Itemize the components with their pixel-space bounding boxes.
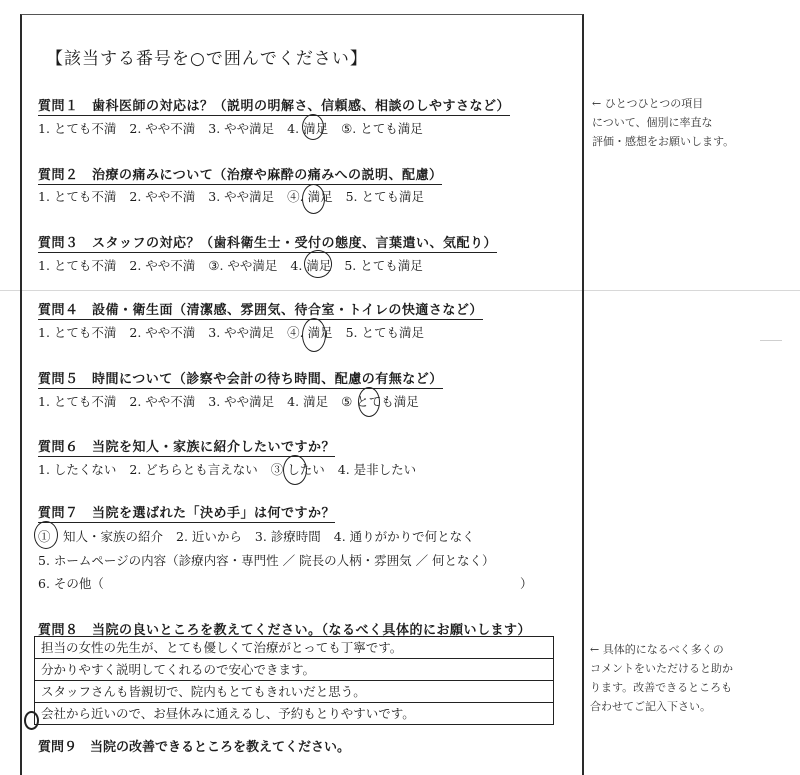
answer-circle-mark — [283, 455, 307, 485]
option[interactable]: 5. とても満足 — [344, 258, 423, 273]
option[interactable]: 1. したくない — [38, 462, 117, 477]
question-7-option-6[interactable]: 6. その他（ — [38, 576, 104, 591]
option[interactable]: 4. 通りがかりで何となく — [333, 529, 475, 544]
option[interactable]: 1. とても不満 — [38, 189, 117, 204]
question-3: 質問３ スタッフの対応？（歯科衛生士・受付の態度、言葉遣い、気配り） — [38, 232, 497, 253]
option[interactable]: 2. やや不満 — [129, 394, 196, 409]
option[interactable]: 3. やや満足 — [208, 189, 275, 204]
side-note-evaluation — [592, 94, 734, 151]
answer-circle-mark — [302, 184, 325, 214]
option[interactable]: 2. 近いから — [176, 529, 242, 544]
option[interactable]: 1. とても不満 — [38, 325, 117, 340]
option[interactable]: ① 知人・家族の紹介 — [38, 529, 164, 544]
option[interactable]: ⑤. とても満足 — [341, 121, 423, 136]
option[interactable]: 3. やや満足 — [208, 325, 275, 340]
option[interactable]: ④. 満足 — [287, 189, 333, 204]
question-8: 質問８ 当院の良いところを教えてください。（なるべく具体的にお願いします） — [38, 623, 532, 638]
question-1-options — [38, 119, 432, 137]
side-note-line: 評価・感想をお願いします。 — [592, 135, 735, 148]
comment-line[interactable]: 会社から近いので、お昼休みに通えるし、予約もとりやすいです。 — [41, 706, 415, 721]
instruction-title: 【該当する番号を○で囲んでください】 — [46, 49, 368, 69]
question-2-options — [38, 187, 433, 205]
side-note-line: 合わせてご記入下さい。 — [590, 700, 711, 713]
option[interactable]: 4. 是非したい — [337, 462, 417, 477]
question-7-option-6-close: ） — [520, 576, 533, 591]
side-note-line: コメントをいただけると助か — [590, 662, 733, 675]
option[interactable]: ⑤ とても満足 — [341, 394, 419, 409]
option[interactable]: 3. やや満足 — [208, 394, 275, 409]
paper-fold-mark — [760, 340, 782, 341]
side-note-line: ← ひとつひとつの項目 — [592, 97, 704, 110]
question-9: 質問９ 当院の改善できるところを教えてください。 — [38, 740, 351, 755]
margin-mark — [24, 711, 39, 730]
question-1: 質問１ 歯科医師の対応は？（説明の明解さ、信頼感、相談のしやすさなど） — [38, 95, 510, 116]
option[interactable]: 5. とても満足 — [345, 325, 425, 340]
comment-line[interactable]: 分かりやすく説明してくれるので安心できます。 — [35, 659, 553, 681]
option[interactable]: ③ したい — [270, 462, 325, 477]
option[interactable]: ③. やや満足 — [208, 258, 278, 273]
option[interactable]: 4. 満足 — [287, 394, 329, 409]
option[interactable]: 2. どちらとも言えない — [129, 462, 258, 477]
side-note-line: ← 具体的になるべく多くの — [590, 643, 724, 656]
question-5: 質問５ 時間について（診察や会計の待ち時間、配慮の有無など） — [38, 368, 443, 389]
side-note-comments — [590, 640, 733, 716]
option[interactable]: 1. とても不満 — [38, 121, 117, 136]
question-3-options — [38, 256, 432, 274]
question-7-option-5[interactable]: 5. ホームページの内容（診療内容・専門性 ／ 院長の人柄・雰囲気 ／ 何となく） — [38, 553, 495, 568]
comment-line[interactable]: スタッフさんも皆親切で、院内もとてもきれいだと思う。 — [35, 681, 553, 703]
option[interactable]: 2. やや不満 — [129, 121, 196, 136]
option[interactable]: 1. とても不満 — [38, 258, 117, 273]
answer-circle-mark — [302, 114, 324, 140]
answer-circle-mark — [34, 521, 58, 549]
option[interactable]: 1. とても不満 — [38, 394, 117, 409]
option[interactable]: 5. とても満足 — [345, 189, 425, 204]
answer-circle-mark — [358, 387, 380, 417]
option[interactable]: 4. 満足 — [287, 121, 329, 136]
comment-box — [34, 636, 554, 725]
option[interactable]: 2. やや不満 — [129, 189, 196, 204]
answer-circle-mark — [302, 318, 326, 352]
question-4-options — [38, 323, 433, 341]
option[interactable]: ④. 満足 — [287, 325, 333, 340]
side-note-line: について、個別に率直な — [592, 116, 713, 129]
option[interactable]: 2. やや不満 — [129, 325, 196, 340]
option[interactable]: 4. 満足 — [290, 258, 332, 273]
question-7: 質問７ 当院を選ばれた「決め手」は何ですか？ — [38, 502, 335, 523]
question-6: 質問６ 当院を知人・家族に紹介したいですか？ — [38, 436, 335, 457]
comment-line[interactable]: 担当の女性の先生が、とても優しくて治療がとっても丁寧です。 — [35, 637, 553, 659]
question-7-options — [38, 527, 484, 545]
question-6-options — [38, 460, 425, 478]
option[interactable]: 3. やや満足 — [208, 121, 275, 136]
option[interactable]: 3. 診療時間 — [254, 529, 321, 544]
side-note-line: ります。改善できるところも — [590, 681, 733, 694]
option[interactable]: 2. やや不満 — [129, 258, 196, 273]
question-4: 質問４ 設備・衛生面（清潔感、雰囲気、待合室・トイレの快適さなど） — [38, 299, 483, 320]
question-2: 質問２ 治療の痛みについて（治療や麻酔の痛みへの説明、配慮） — [38, 164, 442, 185]
